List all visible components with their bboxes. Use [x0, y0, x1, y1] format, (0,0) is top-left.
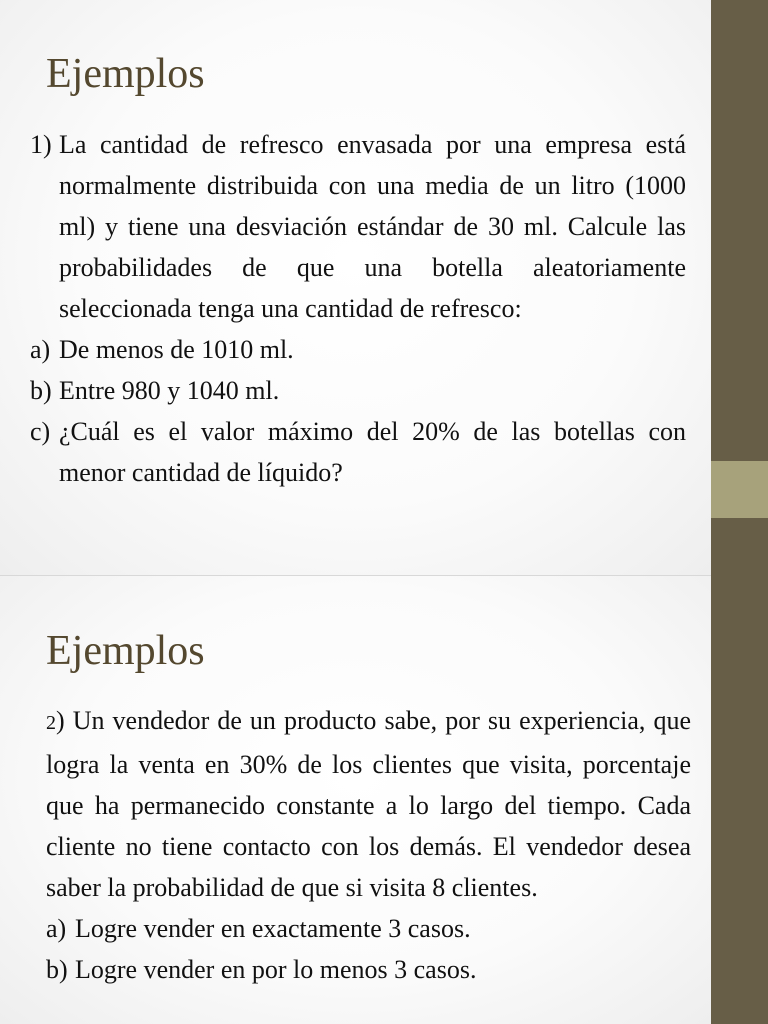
slide-2-content	[46, 700, 691, 990]
option-2b	[46, 949, 691, 990]
option-2b-text: Logre vender en por lo menos 3 casos.	[75, 955, 477, 984]
slide-1-content	[30, 124, 686, 493]
option-a-text: De menos de 1010 ml.	[59, 335, 294, 364]
option-b-text: Entre 980 y 1040 ml.	[59, 376, 280, 405]
slide-2	[0, 576, 711, 1024]
side-accent	[711, 461, 768, 518]
option-c-text: ¿Cuál es el valor máximo del 20% de las botellas con menor cantidad de líquido?	[59, 417, 686, 487]
problem-1	[30, 124, 686, 329]
option-a	[30, 329, 686, 370]
option-2a-text: Logre vender en exactamente 3 casos.	[75, 914, 471, 943]
problem-1-marker: 1)	[30, 130, 52, 159]
problem-2	[46, 700, 691, 908]
option-c	[30, 411, 686, 493]
option-b	[30, 370, 686, 411]
option-2a-marker: a)	[46, 914, 67, 943]
option-2a	[46, 908, 691, 949]
slide-2-title: Ejemplos	[46, 628, 205, 674]
slide-1-title: Ejemplos	[46, 51, 205, 97]
problem-1-text: La cantidad de refresco envasada por una empresa está normalmente distribuida con una media de un litro (1000 ml) y tiene una desviación estándar de 30 ml. Calcule las probabilidades de que una botella aleatoriamente seleccionada tenga una cantidad de refresco:	[59, 130, 686, 323]
problem-2-number: 2	[46, 712, 56, 734]
option-c-marker: c)	[30, 417, 51, 446]
option-a-marker: a)	[30, 335, 51, 364]
option-2b-marker: b)	[46, 955, 68, 984]
option-b-marker: b)	[30, 376, 52, 405]
problem-2-text: ) Un vendedor de un producto sabe, por su experiencia, que logra la venta en 30% de los clientes que visita, porcentaje que ha permanecido constante a lo largo del tiempo. Cada cliente no tiene contacto con los demás. El vendedor desea saber la probabilidad de que si visita 8 clientes.	[46, 706, 691, 902]
